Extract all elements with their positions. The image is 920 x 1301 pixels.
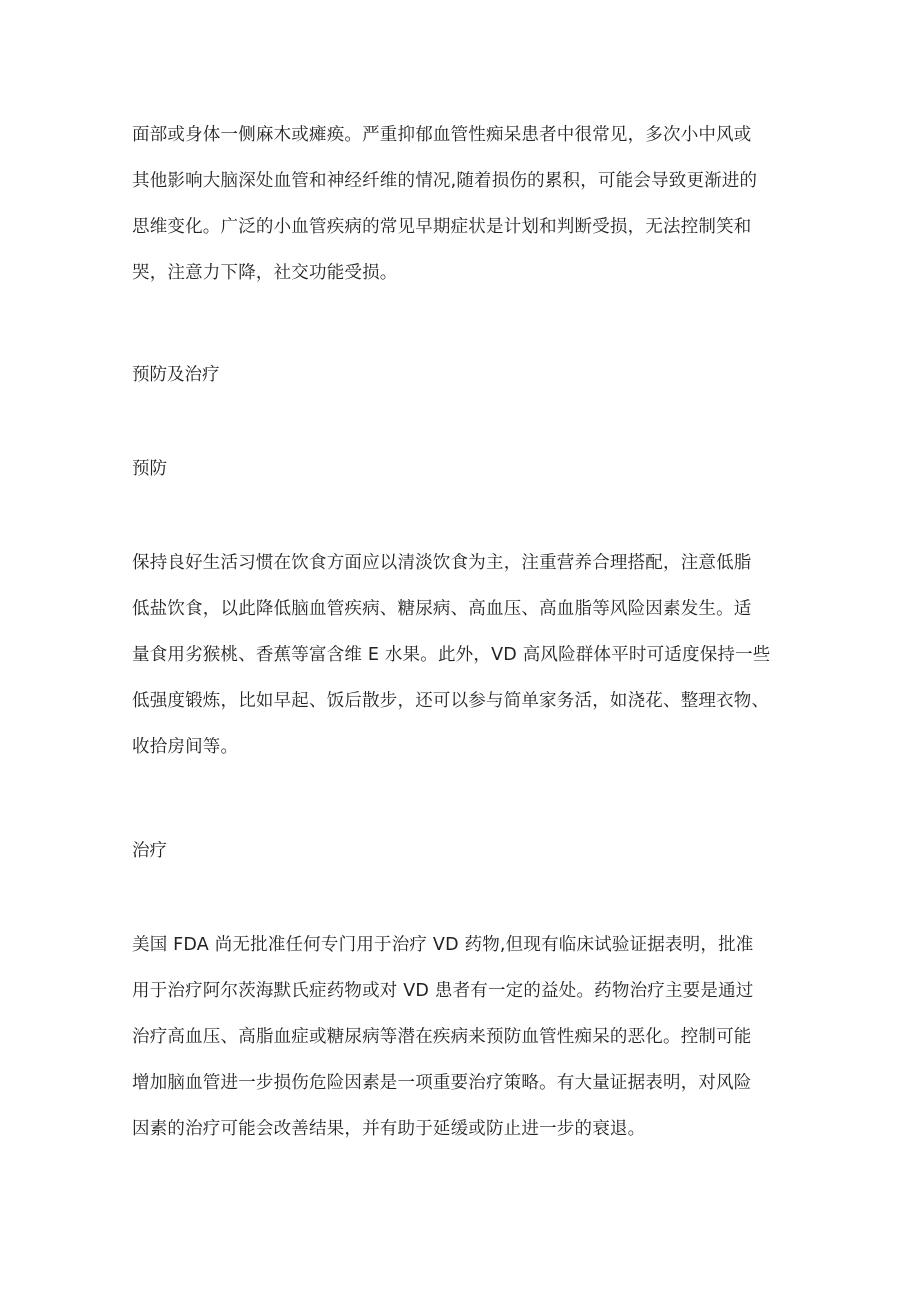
paragraph-line: 量食用劣猴桃、香蕉等富含维 E 水果。此外，VD 高风险群体平时可适度保持一些 <box>132 645 771 665</box>
paragraph-line: 美国 FDA 尚无批准任何专门用于治疗 VD 药物,但现有临床试验证据表明，批准 <box>132 935 754 955</box>
paragraph-line: 低强度锻炼，比如早起、饭后散步，还可以参与简单家务活，如浇花、整理衣物、 <box>132 691 770 711</box>
section-heading-prevention-treatment: 预防及治疗 <box>132 365 220 385</box>
paragraph-line: 治疗高血压、高脂血症或糖尿病等潜在疾病来预防血管性痴呆的恶化。控制可能 <box>132 1027 752 1047</box>
paragraph-line: 因素的治疗可能会改善结果，并有助于延缓或防止进一步的衰退。 <box>132 1119 646 1139</box>
paragraph-treatment <box>132 928 812 1146</box>
paragraph-line: 其他影响大脑深处血管和神经纤维的情况,随着损伤的累积，可能会导致更渐进的 <box>132 171 758 191</box>
paragraph-line: 收拾房间等。 <box>132 737 239 757</box>
section-heading-treatment: 治疗 <box>132 841 167 861</box>
paragraph-line: 思维变化。广泛的小血管疾病的常见早期症状是计划和判断受损，无法控制笑和 <box>132 217 752 237</box>
paragraph-line: 增加脑血管进一步损伤危险因素是一项重要治疗策略。有大量证据表明，对风险 <box>132 1073 752 1093</box>
paragraph-symptoms <box>132 118 812 290</box>
paragraph-prevention <box>132 546 812 764</box>
paragraph-line: 面部或身体一侧麻木或瘫痪。严重抑郁血管性痴呆患者中很常见，多次小中风或 <box>132 125 752 145</box>
paragraph-line: 用于治疗阿尔茨海默氏症药物或对 VD 患者有一定的益处。药物治疗主要是通过 <box>132 981 754 1001</box>
paragraph-line: 哭，注意力下降，社交功能受损。 <box>132 263 398 283</box>
paragraph-line: 保持良好生活习惯在饮食方面应以清淡饮食为主，注重营养合理搭配，注意低脂 <box>132 553 752 573</box>
paragraph-line: 低盐饮食，以此降低脑血管疾病、糖尿病、高血压、高血脂等风险因素发生。适 <box>132 599 752 619</box>
section-heading-prevention: 预防 <box>132 459 167 479</box>
